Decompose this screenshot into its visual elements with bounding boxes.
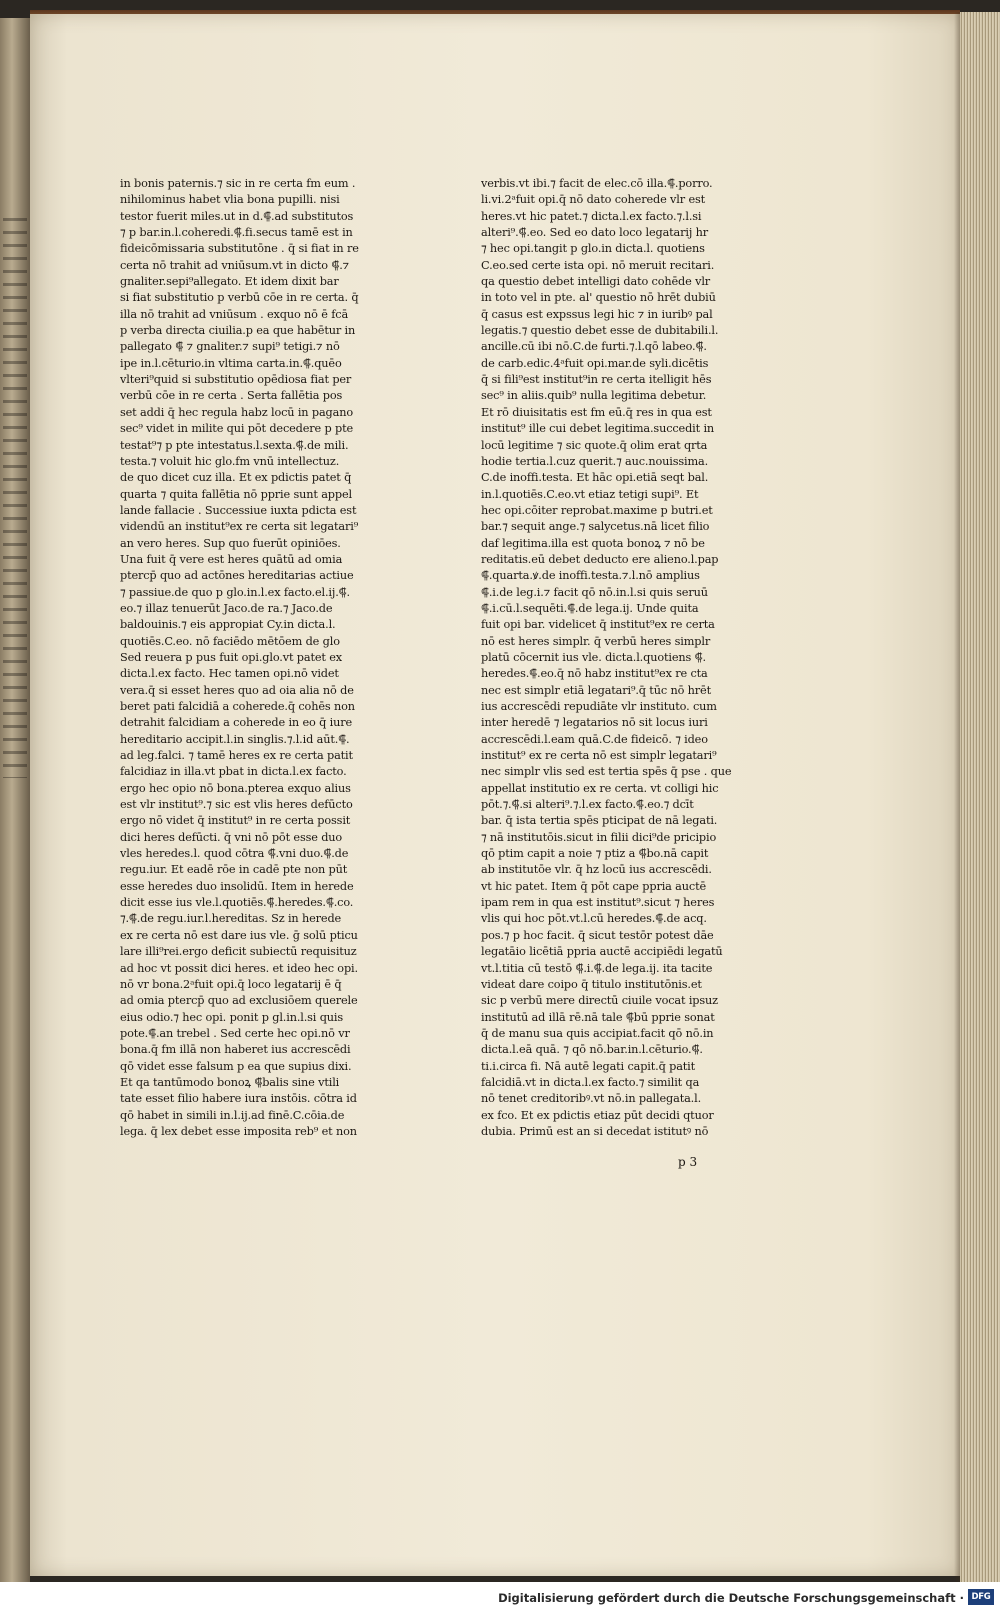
text-line: ius accrescēdi repudiāte vlr instituto. cum	[481, 700, 717, 713]
text-line: lande fallacie . Successiue iuxta pdicta est	[120, 503, 357, 517]
text-line: bar.⁊ sequit ange.⁊ salycetus.nā licet filio	[481, 520, 710, 534]
text-line: dicit esse ius vle.l.quotiēs.⸿.heredes.⸿.co.	[120, 896, 354, 910]
text-line: accrescēdi.l.eam quā.C.de fideicō. ⁊ ideo	[481, 732, 708, 746]
text-line: q̄ de manu sua quis accipiat.facit qō nō.in	[481, 1026, 714, 1040]
text-line: de quo dicet cuz illa. Et ex pdictis patet q̄	[120, 471, 352, 485]
text-line: q̄ casus est expssus legi hic ⁊ in iuribꝰ pal	[481, 307, 713, 321]
text-line: C.eo.sed certe ista opi. nō meruit recitari.	[481, 258, 715, 272]
text-line: alteri⁹.⸿.eo. Sed eo dato loco legatarij hr	[481, 226, 709, 240]
right-text-column	[481, 176, 741, 1140]
text-line: heredes.⸿.eo.q̄ nō habz institut⁹ex re cta	[481, 667, 708, 681]
text-line: testat⁹⁊ p pte intestatus.l.sexta.⸿.de mili.	[120, 438, 349, 452]
text-line: testa.⁊ voluit hic glo.fm vnū intellectuz.	[120, 454, 340, 468]
text-line: institut⁹ ex re certa nō est simplr legatari⁹	[481, 749, 717, 763]
text-line: pote.⸿.an trebel . Sed certe hec opi.nō vr	[120, 1026, 350, 1040]
footer-bar	[0, 1582, 1000, 1614]
text-line: regu.iur. Et eadē rōe in cadē pte non pūt	[120, 863, 348, 877]
text-line: ⁊ passiue.de quo p glo.in.l.ex facto.el.ij.⸿.	[120, 585, 350, 599]
text-line: nō est heres simplr. q̄ verbū heres simplr	[481, 634, 711, 648]
text-line: reditatis.eū debet deducto ere alieno.l.pap	[481, 552, 719, 566]
text-line: hodie tertia.l.cuz querit.⁊ auc.nouissima.	[481, 454, 709, 468]
text-line: institut⁹ ille cui debet legitima.succedit in	[481, 422, 715, 436]
text-line: ⸿.i.de leg.i.⁊ facit qō nō.in.l.si quis seruū	[481, 585, 708, 599]
text-line: nihilominus habet vlia bona pupilli. nisi	[120, 193, 340, 207]
text-line: certa nō trahit ad vniūsum.vt in dicto ⸿.⁊	[120, 258, 349, 272]
text-line: falcidiā.vt in dicta.l.ex facto.⁊ similit qa	[481, 1075, 700, 1089]
text-line: ⁊.⸿.de regu.iur.l.hereditas. Sz in herede	[120, 912, 342, 926]
text-line: nō vr bona.2ᵃfuit opi.q̄ loco legatarij ē q̄	[120, 977, 342, 991]
text-line: q̄ si fili⁹est institut⁹in re certa itelligit hēs	[481, 373, 712, 387]
text-line: ptercp̄ quo ad actōnes hereditarias actiue	[120, 569, 354, 583]
left-text-column	[120, 176, 370, 1140]
text-line: esse heredes duo insolidū. Item in herede	[120, 879, 354, 893]
text-line: ancille.cū ibi nō.C.de furti.⁊.l.qō labeo.⸿.	[481, 340, 707, 354]
text-line: ad omia ptercp̄ quo ad exclusiōem querele	[120, 994, 358, 1008]
text-line: tate esset filio habere iura instōis. cōtra id	[120, 1092, 357, 1106]
text-line: fideicōmissaria substitutōne . q̄ si fiat in re	[120, 242, 359, 256]
text-line: ti.i.circa fi. Nā autē legati capit.q̄ patit	[481, 1059, 696, 1073]
text-line: in toto vel in pte. al' questio nō hrēt dubiū	[481, 291, 716, 305]
text-line: institutū ad illā rē.nā tale ⸿bū pprie sonat	[481, 1010, 715, 1024]
text-line: illa nō trahit ad vniūsum . exquo nō ē fcā	[120, 307, 349, 321]
text-line: li.vi.2ᵃfuit opi.q̄ nō dato coherede vlr est	[481, 193, 706, 207]
text-line: hec opi.cōiter reprobat.maxime p butri.et	[481, 503, 713, 517]
text-line: platū cōcernit ius vle. dicta.l.quotiens ⸿.	[481, 650, 706, 664]
text-line: vt.l.titia cū testō ⸿.i.⸿.de lega.ij. ita tacite	[481, 961, 713, 975]
text-line: dici heres defūcti. q̄ vni nō pōt esse duo	[120, 830, 343, 844]
text-line: eius odio.⁊ hec opi. ponit p gl.in.l.si quis	[120, 1010, 344, 1024]
text-line: Una fuit q̄ vere est heres quātū ad omia	[120, 552, 343, 566]
text-line: Sed reuera p pus fuit opi.glo.vt patet ex	[120, 650, 342, 664]
text-line: vles heredes.l. quod cōtra ⸿.vni duo.⸿.de	[120, 847, 349, 861]
text-line: pallegato ⸿ ⁊ gnaliter.⁊ supi⁹ tetigi.⁊ nō	[120, 340, 340, 354]
text-line: ⁊ nā institutōis.sicut in filii dici⁹de pricipio	[481, 830, 717, 844]
text-line: ab institutōe vlr. q̄ hz locū ius accrescēdi.	[481, 863, 712, 877]
text-line: nec est simplr etiā legatari⁹.q̄ tūc nō hrēt	[481, 683, 711, 697]
text-line: vera.q̄ si esset heres quo ad oia alia nō de	[120, 683, 354, 697]
text-line: dicta.l.ex facto. Hec tamen opi.nō videt	[120, 667, 339, 681]
text-line: est vlr institut⁹.⁊ sic est vlis heres defūcto	[120, 798, 353, 812]
left-page-text-fragment	[3, 218, 27, 778]
text-line: an vero heres. Sup quo fuerūt opiniōes.	[120, 536, 341, 550]
text-line: sic p verbū mere directū ciuile vocat ipsuz	[481, 994, 718, 1008]
footer-credit-text: Digitalisierung gefördert durch die Deutsche Forschungsgemeinschaft ·	[498, 1591, 964, 1605]
text-line: legatāio licētiā ppria auctē accipiēdi legatū	[481, 945, 723, 959]
text-line: qō habet in simili in.l.ij.ad finē.C.cōia.de	[120, 1108, 345, 1122]
text-line: qa questio debet intelligi dato cohēde vlr	[481, 275, 711, 289]
text-line: locū legitime ⁊ sic quote.q̄ olim erat qrta	[481, 438, 708, 452]
text-line: heres.vt hic patet.⁊ dicta.l.ex facto.⁊.l.si	[481, 209, 702, 223]
text-line: vt hic patet. Item q̄ pōt cape ppria auctē	[481, 879, 706, 893]
text-line: pos.⁊ p hoc facit. q̄ sicut testōr potest dāe	[481, 928, 714, 942]
text-line: ergo hec opio nō bona.pterea exquo alius	[120, 781, 351, 795]
text-line: testor fuerit miles.ut in d.⸿.ad substitutos	[120, 209, 354, 223]
text-line: ⁊ p bar.in.l.coheredi.⸿.fi.secus tamē est in	[120, 226, 353, 240]
text-line: beret pati falcidiā a coherede.q̄ cohēs non	[120, 700, 355, 713]
text-line: hereditario accipit.l.in singlis.⁊.l.id aūt.⸿.	[120, 732, 350, 746]
text-line: bar. q̄ ista tertia spēs pticipat de nā legati.	[481, 814, 718, 828]
text-line: p verba directa ciuilia.p ea que habētur in	[120, 324, 356, 338]
text-line: ex fco. Et ex pdictis etiaz pūt decidi qtuor	[481, 1108, 714, 1122]
dfg-logo: DFG	[968, 1589, 994, 1605]
text-line: videat dare coipo q̄ titulo institutōnis.et	[481, 977, 702, 991]
text-line: pōt.⁊.⸿.si alteri⁹.⁊.l.ex facto.⸿.eo.⁊ dcīt	[481, 798, 694, 812]
text-line: si fiat substitutio p verbū cōe in re certa. q̄	[120, 291, 359, 305]
text-line: in bonis paternis.⁊ sic in re certa fm eum .	[120, 177, 356, 190]
text-line: Et rō diuisitatis est fm eū.q̄ res in qua est	[481, 405, 712, 419]
text-line: verbis.vt ibi.⁊ facit de elec.cō illa.⸿.porro.	[481, 177, 713, 190]
text-line: legatis.⁊ questio debet esse de dubitabili.l.	[481, 324, 719, 338]
text-line: fuit opi bar. videlicet q̄ institut⁹ex re certa	[481, 618, 715, 632]
text-line: daf legitima.illa est quota bonoꝝ ⁊ nō be	[481, 536, 705, 550]
text-line: sec⁹ in aliis.quib⁹ nulla legitima debetur.	[481, 389, 707, 403]
text-line: dubia. Primū est an si decedat istitutꝰ nō	[481, 1124, 709, 1138]
text-line: appellat institutio ex re certa. vt colligi hic	[481, 781, 719, 795]
text-line: videndū an institut⁹ex re certa sit legatari⁹	[120, 520, 359, 534]
text-line: ad leg.falci. ⁊ tamē heres ex re certa patit	[120, 749, 353, 763]
text-line: ergo nō videt q̄ institut⁹ in re certa possit	[120, 814, 351, 828]
text-line: nec simplr vlis sed est tertia spēs q̄ pse . que	[481, 765, 732, 779]
text-line: quarta ⁊ quita fallētia nō pprie sunt appel	[120, 487, 352, 501]
text-line: qō videt esse falsum p ea que supius dixi.	[120, 1059, 352, 1073]
text-line: nō tenet creditoribꝰ.vt nō.in pallegata.l.	[481, 1092, 702, 1106]
text-line: ad hoc vt possit dici heres. et ideo hec opi.	[120, 961, 358, 975]
text-line: eo.⁊ illaz tenuerūt Jaco.de ra.⁊ Jaco.de	[120, 601, 333, 615]
text-line: falcidiaz in illa.vt pbat in dicta.l.ex facto.	[120, 765, 347, 779]
text-line: ⁊ hec opi.tangit p glo.in dicta.l. quotiens	[481, 242, 705, 256]
text-line: ipe in.l.cēturio.in vltima carta.in.⸿.quēo	[120, 356, 342, 370]
text-line: set addi q̄ hec regula habz locū in pagano	[120, 405, 353, 419]
text-line: dicta.l.eā quā. ⁊ qō nō.bar.in.l.cēturio.⸿.	[481, 1043, 703, 1057]
text-line: bona.q̄ fm illā non haberet ius accrescēdi	[120, 1043, 351, 1057]
text-line: verbū cōe in re certa . Serta fallētia pos	[120, 389, 343, 403]
signature-mark: p 3	[678, 1155, 698, 1169]
text-line: vlteri⁹quid si substitutio opēdiosa fiat per	[120, 373, 352, 387]
text-line: ipam rem in qua est institut⁹.sicut ⁊ heres	[481, 896, 715, 910]
text-line: qō ptim capit a noie ⁊ ptiz a ⸿bo.nā capit	[481, 847, 709, 861]
text-line: detrahit falcidiam a coherede in eo q̄ iure	[120, 716, 353, 730]
text-line: quotiēs.C.eo. nō faciēdo mētōem de glo	[120, 634, 340, 648]
left-page-edge	[0, 18, 30, 1582]
text-line: baldouinis.⁊ eis appropiat Cy.in dicta.l.	[120, 618, 336, 632]
book-fore-edge	[960, 12, 1000, 1582]
text-line: sec⁹ videt in milite qui pōt decedere p pte	[120, 422, 354, 436]
text-line: lare illi⁹rei.ergo deficit subiectū requisituz	[120, 945, 357, 959]
text-line: lega. q̄ lex debet esse imposita reb⁹ et non	[120, 1124, 357, 1138]
text-line: gnaliter.sepi⁹allegato. Et idem dixit bar	[120, 275, 339, 289]
text-line: C.de inoffi.testa. Et hāc opi.etiā seqt bal.	[481, 471, 709, 485]
text-line: in.l.quotiēs.C.eo.vt etiaz tetigi supi⁹. Et	[481, 487, 699, 501]
text-line: inter heredē ⁊ legatarios nō sit locus iuri	[481, 716, 708, 730]
text-line: Et qa tantūmodo bonoꝝ ⸿balis sine vtili	[120, 1075, 340, 1089]
text-line: ⸿.quarta.ꝟ.de inoffi.testa.⁊.l.nō amplius	[481, 569, 700, 583]
text-line: ⸿.i.cū.l.sequēti.⸿.de lega.ij. Unde quita	[481, 601, 699, 615]
text-line: ex re certa nō est dare ius vle. ḡ solū pticu	[120, 928, 358, 942]
text-line: de carb.edic.4ᵃfuit opi.mar.de syli.dicētis	[481, 356, 709, 370]
text-line: vlis qui hoc pōt.vt.l.cū heredes.⸿.de acq.	[481, 912, 707, 926]
